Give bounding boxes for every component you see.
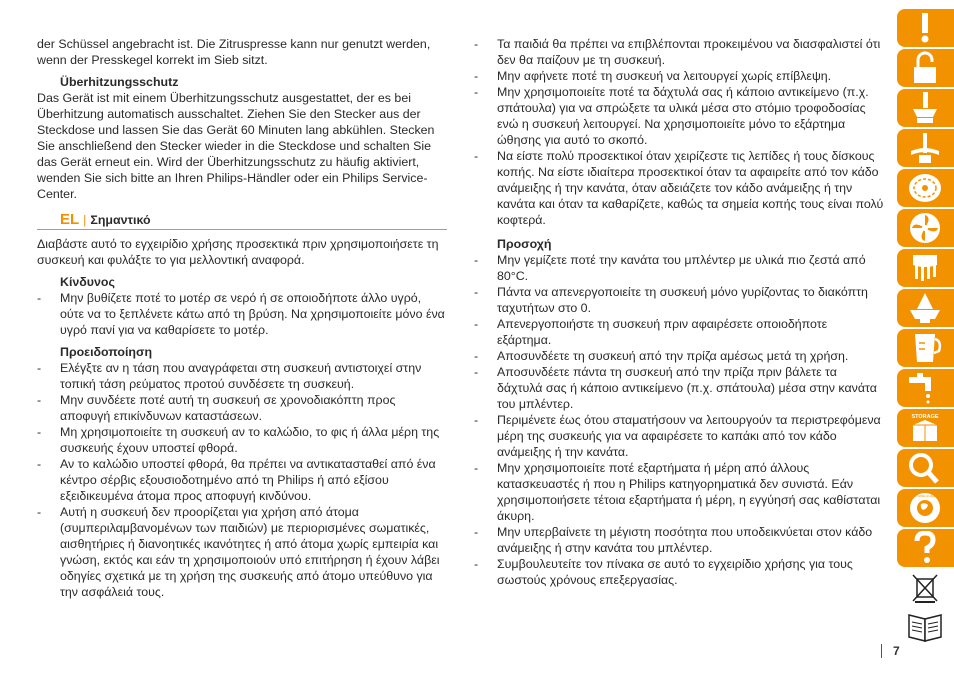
storage-label: STORAGE (911, 414, 939, 420)
tap-icon[interactable] (897, 369, 954, 407)
left-column (37, 36, 447, 600)
manual-icon[interactable] (897, 607, 954, 645)
disposal-icon[interactable] (897, 569, 954, 607)
read-manual-paragraph: Διαβάστε αυτό το εγχειρίδιο χρήσης προσεκτικά πριν χρησιμοποιήσετε τη συσκευή και φυλάξτε το για μελλοντική αναφορά. (37, 237, 439, 267)
list-item: - Μην συνδέετε ποτέ αυτή τη συσκευή σε χρονοδιακόπτη προς αποφυγή επικίνδυνων καταστάσεων. (37, 392, 447, 424)
disc-icon[interactable] (897, 169, 954, 207)
icon-sidebar (897, 9, 954, 641)
citrus-press-icon[interactable] (897, 289, 954, 327)
section-title: Σημαντικό (90, 213, 151, 227)
list-item: - Συμβουλευτείτε τον πίνακα σε αυτό το εγχειρίδιο χρήσης για τους σωστούς χρόνους επεξεργασίας. (474, 556, 884, 588)
blender-icon[interactable] (897, 89, 954, 127)
list-item: - Τα παιδιά θα πρέπει να επιβλέπονται προκειμένου να διασφαλιστεί ότι δεν θα παίζουν με τη συσκευή. (474, 36, 884, 68)
list-item: - Μην υπερβαίνετε τη μέγιστη ποσότητα που υποδεικνύεται στον κάδο ανάμειξης ή στην κανάτα του μπλέντερ. (474, 524, 884, 556)
list-item: - Να είστε πολύ προσεκτικοί όταν χειρίζεστε τις λεπίδες ή τους δίσκους κοπής. Να είστε ιδιαίτερα προσεκτικοί όταν τα αφαιρείτε από τον κάδο ανάμειξης ή την κανάτα, όταν αδειάζετε τον κάδο ανάμειξης ή την κανάτα και όταν τα καθαρίζετε, καθώς τα σημεία κοπής τους είναι πολύ κοφτερά. (474, 148, 884, 228)
padlock-icon[interactable] (897, 49, 954, 87)
list-item: - Αποσυνδέετε πάντα τη συσκευή από την πρίζα πριν βάλετε τα δάχτυλά σας ή κάποιο αντικείμενο (π.χ. σπάτουλα) μέσα στην κανάτα του μπλέντερ. (474, 364, 884, 412)
heading-separator: | (83, 213, 87, 227)
list-item: - Μην χρησιμοποιείτε ποτέ τα δάχτυλά σας ή κάποιο αντικείμενο (π.χ. σπάτουλα) για να σπρώξετε τα υλικά μέσα στο στόμιο τροφοδοσίας ενώ η συσκευή λειτουργεί. Να χρησιμοποιείτε μόνο το εξάρτημα ώθησης για αυτό το σκοπό. (474, 84, 884, 148)
overheat-paragraph: Das Gerät ist mit einem Überhitzungsschutz ausgestattet, der es bei Überhitzung automatisch ausschaltet. Ziehen Sie den Stecker aus der Steckdose und lassen Sie das Gerät 60 Minuten lang abkühlen. Stecken Sie anschließend den Stecker wieder in die Steckdose und schalten Sie das Gerät erneut ein. Wird der Überhitzungsschutz zu häufig aktiviert, wenden Sie sich bitte an Ihren Philips-Händler oder ein Philips Service-Center. (37, 91, 435, 201)
list-item: - Μην γεμίζετε ποτέ την κανάτα του μπλέντερ με υλικά πιο ζεστά από 80°C. (474, 252, 884, 284)
list-item: - Μη χρησιμοποιείτε τη συσκευή αν το καλώδιο, το φις ή άλλα μέρη της συσκευής έχουν υποστεί φθορά. (37, 424, 447, 456)
list-item: - Ελέγξτε αν η τάση που αναγράφεται στη συσκευή αντιστοιχεί στην τοπική τάση ρεύματος προτού συνδέσετε τη συσκευή. (37, 360, 447, 392)
danger-heading: Κίνδυνος (60, 275, 115, 289)
list-item: - Μην βυθίζετε ποτέ το μοτέρ σε νερό ή σε οποιοδήποτε άλλο υγρό, ούτε να το ξεπλένετε κάτω από τη βρύση. Να χρησιμοποιείτε μόνο ένα υγρό πανί για να καθαρίσετε το μοτέρ. (37, 290, 447, 338)
warning-list-continued (474, 36, 884, 228)
storage-icon[interactable] (897, 409, 954, 447)
page-number: 7 (893, 644, 900, 658)
jug-icon[interactable] (897, 329, 954, 367)
right-column (474, 36, 884, 588)
intro-paragraph: der Schüssel angebracht ist. Die Zitruspresse kann nur genutzt werden, wenn der Presskegel korrekt im Sieb sitzt. (37, 37, 431, 67)
world-wide-icon[interactable] (897, 489, 954, 527)
magnifier-icon[interactable] (897, 449, 954, 487)
list-item: - Απενεργοποιήστε τη συσκευή πριν αφαιρέσετε οποιοδήποτε εξάρτημα. (474, 316, 884, 348)
world-wide-label: WORLD WIDE GUARANTEE (905, 494, 945, 498)
warning-heading: Προειδοποίηση (60, 345, 153, 359)
list-item: - Αποσυνδέετε τη συσκευή από την πρίζα αμέσως μετά τη χρήση. (474, 348, 884, 364)
list-item: - Αυτή η συσκευή δεν προορίζεται για χρήση από άτομα (συμπεριλαμβανομένων των παιδιών) με περιορισμένες σωματικές, αισθητήριες ή διανοητικές ικανότητες ή από άτομα χωρίς εμπειρία και γνώση, εκτός και εάν τη χρησιμοποιούν υπό επιτήρηση ή έχουν λάβει οδηγίες σχετικά με τη χρήση της συσκευής από άτομο υπεύθυνο για την ασφάλειά τους. (37, 504, 447, 600)
section-heading-el (37, 212, 447, 230)
list-item: - Μην αφήνετε ποτέ τη συσκευή να λειτουργεί χωρίς επίβλεψη. (474, 68, 884, 84)
list-item: - Αν το καλώδιο υποστεί φθορά, θα πρέπει να αντικατασταθεί από ένα κέντρο σέρβις εξουσιοδοτημένο από τη Philips ή από εξίσου εξειδικευμένα άτομα προς αποφυγή κινδύνου. (37, 456, 447, 504)
caution-heading: Προσοχή (497, 237, 552, 251)
danger-list (37, 290, 447, 338)
list-item: - Περιμένετε έως ότου σταματήσουν να λειτουργούν τα περιστρεφόμενα μέρη της συσκευής για να αφαιρέσετε το καπάκι από τον κάδο ανάμειξης ή την κανάτα. (474, 412, 884, 460)
emulsifying-tool-icon[interactable] (897, 249, 954, 287)
list-item: - Πάντα να απενεργοποιείτε τη συσκευή μόνο γυρίζοντας το διακόπτη ταχυτήτων στο 0. (474, 284, 884, 316)
language-code: EL (60, 211, 80, 228)
page-number-divider (881, 644, 882, 658)
list-item: - Μην χρησιμοποιείτε ποτέ εξαρτήματα ή μέρη από άλλους κατασκευαστές ή που η Philips κατηγορηματικά δεν συνιστά. Εάν χρησιμοποιήσετε τέτοια εξαρτήματα ή μέρη, η εγγύησή σας καθίσταται άκυρη. (474, 460, 884, 524)
caution-list (474, 252, 884, 588)
overheat-heading: Überhitzungsschutz (60, 75, 179, 89)
fan-disc-icon[interactable] (897, 209, 954, 247)
question-icon[interactable] (897, 529, 954, 567)
exclamation-icon[interactable] (897, 9, 954, 47)
chopper-blade-icon[interactable] (897, 129, 954, 167)
warning-list (37, 360, 447, 600)
